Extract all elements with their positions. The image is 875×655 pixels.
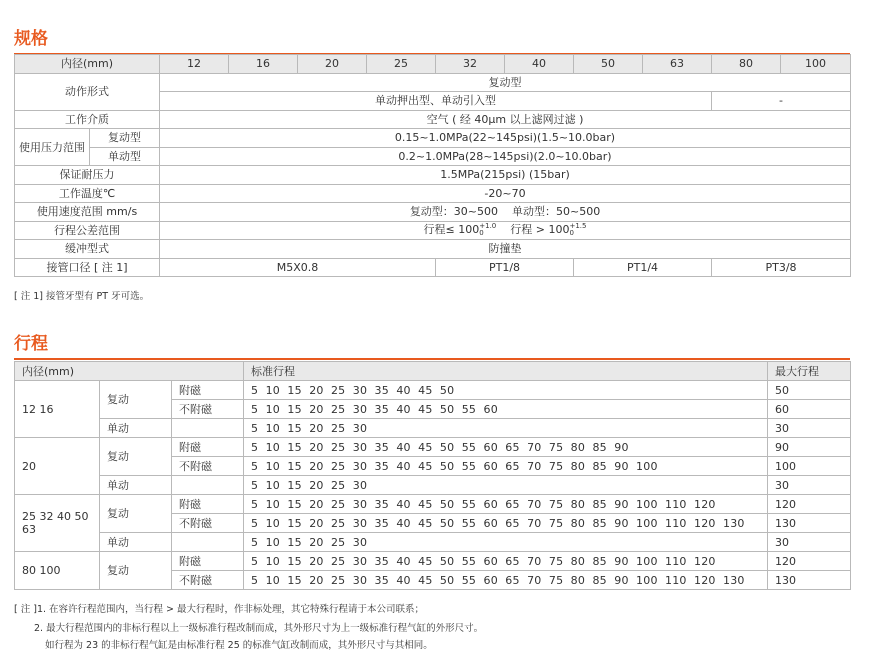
max-stroke: 120	[768, 495, 851, 514]
bore-12: 12	[160, 55, 229, 74]
tolerance-a-plus: +1.0	[479, 222, 497, 231]
proof-pressure-value: 1.5MPa(215psi) (15bar)	[160, 166, 851, 185]
tolerance-b-plus: +1.5	[569, 222, 587, 231]
magnet-cell	[172, 476, 244, 495]
max-stroke: 100	[768, 457, 851, 476]
magnet-cell: 不附磁	[172, 571, 244, 590]
bore-cell: 20	[15, 438, 100, 495]
max-stroke: 130	[768, 514, 851, 533]
stroke-sequence: 5 10 15 20 25 30	[244, 419, 768, 438]
stroke-header-row	[15, 362, 851, 381]
spec-header-row	[15, 55, 851, 74]
stroke-sequence: 5 10 15 20 25 30 35 40 45 50 55 60 65 70 75 80 85 90	[244, 438, 768, 457]
tolerance-b-minus: 0	[569, 229, 574, 238]
stroke-table	[14, 361, 851, 590]
medium-label: 工作介质	[15, 110, 160, 129]
bore-header-label: 内径(mm)	[15, 55, 160, 74]
bore-32: 32	[436, 55, 505, 74]
max-stroke: 30	[768, 419, 851, 438]
single-acting-cell: 单动	[100, 476, 172, 495]
port-label: 接管口径 [ 注 1]	[15, 258, 160, 277]
magnet-cell: 不附磁	[172, 457, 244, 476]
action-type-label: 动作形式	[15, 73, 160, 110]
bore-50: 50	[574, 55, 643, 74]
max-stroke: 90	[768, 438, 851, 457]
magnet-cell: 附磁	[172, 381, 244, 400]
max-stroke: 50	[768, 381, 851, 400]
stroke-sequence: 5 10 15 20 25 30	[244, 533, 768, 552]
bore-40: 40	[505, 55, 574, 74]
port-pt38: PT3/8	[712, 258, 851, 277]
stroke-sequence: 5 10 15 20 25 30	[244, 476, 768, 495]
stroke-note-1: [ 注 ]1. 在容许行程范围内，当行程 > 最大行程时，作非标处理，其它特殊行程请于本公司联系；	[14, 604, 425, 615]
stroke-note-3: 如行程为 23 的非标行程气缸是由标准行程 25 的标准气缸改制而成，其外形尺寸与其相同。	[45, 640, 433, 651]
pressure-double-label: 复动型	[90, 129, 160, 148]
tolerance-a-prefix: 行程≤ 100	[423, 223, 480, 237]
stroke-sequence: 5 10 15 20 25 30 35 40 45 50 55 60 65 70 75 80 85 90 100	[244, 457, 768, 476]
stroke-divider	[14, 358, 850, 360]
action-type-double: 复动型	[160, 73, 851, 92]
stroke-sequence: 5 10 15 20 25 30 35 40 45 50 55 60 65 70 75 80 85 90 100 110 120	[244, 495, 768, 514]
tolerance-b-prefix: 行程 > 100	[510, 223, 570, 237]
pressure-single-label: 单动型	[90, 147, 160, 166]
action-type-single-large: -	[712, 92, 851, 111]
port-m5: M5X0.8	[160, 258, 436, 277]
double-acting-cell: 复动	[100, 552, 172, 590]
table-row	[15, 533, 851, 552]
stroke-note-2: 2. 最大行程范围内的非标行程以上一级标准行程改制而成，其外形尺寸为上一级标准行程气缸的外形尺寸。	[34, 623, 484, 634]
tolerance-label: 行程公差范围	[15, 221, 160, 240]
single-acting-cell: 单动	[100, 533, 172, 552]
magnet-cell: 附磁	[172, 438, 244, 457]
bore-cell: 12 16	[15, 381, 100, 438]
table-row	[15, 495, 851, 514]
max-stroke: 120	[768, 552, 851, 571]
stroke-sequence: 5 10 15 20 25 30 35 40 45 50 55 60	[244, 400, 768, 419]
spec-note: [ 注 1] 接管牙型有 PT 牙可选。	[14, 291, 150, 302]
double-acting-cell: 复动	[100, 381, 172, 419]
table-row	[15, 476, 851, 495]
stroke-header-bore: 内径(mm)	[15, 362, 244, 381]
stroke-header-standard: 标准行程	[244, 362, 768, 381]
table-row	[15, 438, 851, 457]
port-pt18: PT1/8	[436, 258, 574, 277]
pressure-single-value: 0.2~1.0MPa(28~145psi)(2.0~10.0bar)	[160, 147, 851, 166]
max-stroke: 30	[768, 476, 851, 495]
table-row	[15, 381, 851, 400]
double-acting-cell: 复动	[100, 438, 172, 476]
bore-63: 63	[643, 55, 712, 74]
stroke-sequence: 5 10 15 20 25 30 35 40 45 50	[244, 381, 768, 400]
stroke-sequence: 5 10 15 20 25 30 35 40 45 50 55 60 65 70 75 80 85 90 100 110 120 130	[244, 514, 768, 533]
stroke-section-title: 行程	[14, 334, 48, 354]
temperature-value: -20~70	[160, 184, 851, 203]
speed-label: 使用速度范围 mm/s	[15, 203, 160, 222]
double-acting-cell: 复动	[100, 495, 172, 533]
magnet-cell: 不附磁	[172, 400, 244, 419]
port-pt14: PT1/4	[574, 258, 712, 277]
medium-value: 空气 ( 经 40μm 以上滤网过滤 )	[160, 110, 851, 129]
single-acting-cell: 单动	[100, 419, 172, 438]
bore-cell: 80 100	[15, 552, 100, 590]
magnet-cell: 附磁	[172, 552, 244, 571]
max-stroke: 130	[768, 571, 851, 590]
stroke-sequence: 5 10 15 20 25 30 35 40 45 50 55 60 65 70 75 80 85 90 100 110 120 130	[244, 571, 768, 590]
tolerance-a-minus: 0	[479, 229, 484, 238]
speed-value: 复动型：30~500 单动型：50~500	[160, 203, 851, 222]
magnet-cell	[172, 419, 244, 438]
bore-25: 25	[367, 55, 436, 74]
pressure-label: 使用压力范围	[15, 129, 90, 166]
proof-pressure-label: 保证耐压力	[15, 166, 160, 185]
cushion-label: 缓冲型式	[15, 240, 160, 259]
magnet-cell: 不附磁	[172, 514, 244, 533]
bore-20: 20	[298, 55, 367, 74]
spec-table	[14, 54, 851, 277]
temperature-label: 工作温度℃	[15, 184, 160, 203]
bore-cell: 25 32 40 50 63	[15, 495, 100, 552]
table-row	[15, 552, 851, 571]
stroke-sequence: 5 10 15 20 25 30 35 40 45 50 55 60 65 70 75 80 85 90 100 110 120	[244, 552, 768, 571]
action-type-single: 单动押出型、单动引入型	[160, 92, 712, 111]
tolerance-value	[160, 221, 851, 240]
cushion-value: 防撞垫	[160, 240, 851, 259]
spec-section-title: 规格	[14, 29, 48, 49]
magnet-cell: 附磁	[172, 495, 244, 514]
stroke-header-max: 最大行程	[768, 362, 851, 381]
pressure-double-value: 0.15~1.0MPa(22~145psi)(1.5~10.0bar)	[160, 129, 851, 148]
max-stroke: 60	[768, 400, 851, 419]
max-stroke: 30	[768, 533, 851, 552]
bore-16: 16	[229, 55, 298, 74]
bore-80: 80	[712, 55, 781, 74]
table-row	[15, 419, 851, 438]
magnet-cell	[172, 533, 244, 552]
bore-100: 100	[781, 55, 851, 74]
